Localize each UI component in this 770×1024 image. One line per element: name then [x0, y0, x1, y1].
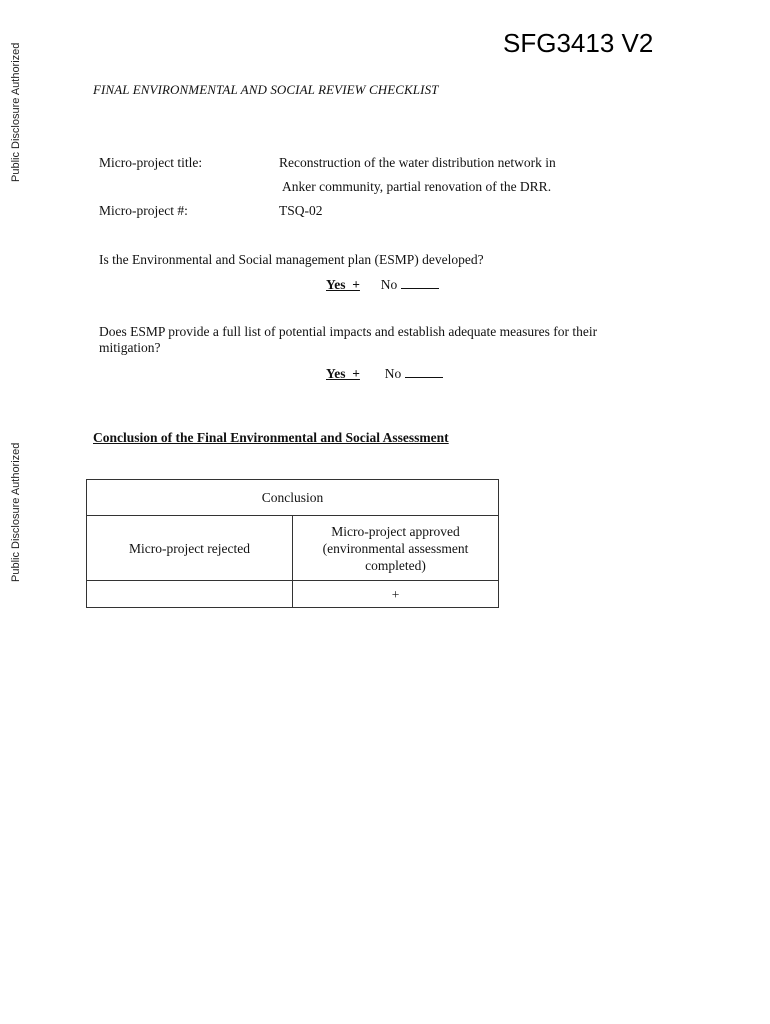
- mark-approved-cell: +: [293, 581, 499, 608]
- option-rejected-label: Micro-project rejected: [128, 540, 251, 556]
- document-id: SFG3413 V2: [503, 28, 654, 58]
- checklist-title: FINAL ENVIRONMENTAL AND SOCIAL REVIEW CHECKLIST: [93, 82, 439, 97]
- project-title-label: Micro-project title:: [99, 155, 203, 170]
- question-2-text-line1: Does ESMP provide a full list of potential impacts and establish adequate measures for their: [99, 324, 598, 339]
- question-2-answer: [326, 365, 443, 382]
- mark-rejected-cell: [87, 581, 293, 608]
- question-1-yes: Yes +: [326, 277, 360, 292]
- option-approved-line2: (environmental assessment: [322, 540, 469, 556]
- question-1-text: Is the Environmental and Social management plan (ESMP) developed?: [99, 252, 484, 267]
- conclusion-table: [86, 479, 499, 608]
- disclosure-label-top: Public Disclosure Authorized: [10, 42, 22, 182]
- question-1-no-blank: [401, 276, 439, 289]
- question-2-no: No: [384, 366, 402, 381]
- question-1-no: No: [380, 277, 398, 292]
- question-1-answer: [326, 276, 439, 293]
- question-2-no-blank: [405, 365, 443, 378]
- option-approved-line1: Micro-project approved: [331, 523, 460, 539]
- project-title-line1: Reconstruction of the water distribution network in: [279, 155, 556, 170]
- question-2-yes: Yes +: [326, 366, 360, 381]
- project-number-value: TSQ-02: [279, 203, 323, 218]
- conclusion-table-header: Conclusion: [87, 480, 499, 516]
- question-2-text-line2: mitigation?: [99, 340, 161, 355]
- project-title-line2: Anker community, partial renovation of the DRR.: [282, 179, 552, 194]
- option-approved-line3: completed): [365, 557, 426, 573]
- project-number-label: Micro-project #:: [99, 203, 188, 218]
- option-approved-cell: [293, 516, 499, 581]
- option-rejected-cell: [87, 516, 293, 581]
- conclusion-heading: Conclusion of the Final Environmental and Social Assessment: [93, 430, 449, 445]
- disclosure-label-bottom: Public Disclosure Authorized: [10, 442, 22, 582]
